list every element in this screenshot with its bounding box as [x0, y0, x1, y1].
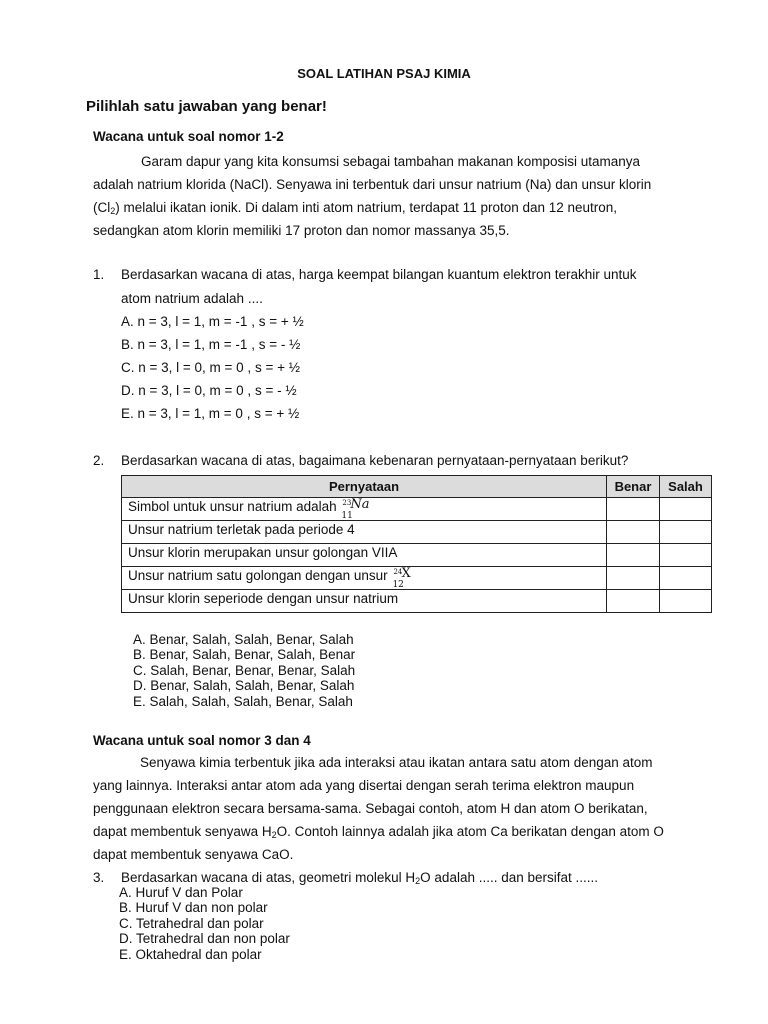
- table-row: [122, 498, 712, 521]
- passage-2-line-3: penggunaan elektron secara bersama-sama. Sebagai contoh, atom H dan atom O berikatan,: [93, 801, 648, 816]
- question-2-option-d[interactable]: D. Benar, Salah, Salah, Benar, Salah: [133, 678, 355, 693]
- question-1-text-cont: atom natrium adalah ....: [121, 291, 263, 306]
- passage-2-line-1: Senyawa kimia terbentuk jika ada interaksi atau ikatan antara satu atom dengan atom: [140, 755, 653, 770]
- question-1-option-c[interactable]: C. n = 3, l = 0, m = 0 , s = + ½: [121, 360, 300, 375]
- passage-1-line-3: $(Cl_2)$ melalui ikatan ionik. Di dalam inti atom natrium, terdapat 11 proton dan 12 neutron,: [93, 200, 618, 216]
- salah-cell[interactable]: [660, 521, 712, 544]
- question-2-option-c[interactable]: C. Salah, Benar, Benar, Benar, Salah: [133, 663, 356, 678]
- isotope-x: 24 12 X: [392, 566, 411, 590]
- passage-1-line-2: adalah natrium klorida (NaCl). Senyawa ini terbentuk dari unsur natrium (Na) dan unsur klorin: [93, 177, 652, 192]
- question-3-text: Berdasarkan wacana di atas, geometri molekul $H_2O$ adalah ..... dan bersifat ......: [121, 870, 599, 886]
- table-row: [122, 521, 712, 544]
- question-1-option-a[interactable]: A. n = 3, l = 1, m = -1 , s = + ½: [121, 314, 304, 329]
- question-2-option-e[interactable]: E. Salah, Salah, Salah, Benar, Salah: [133, 694, 353, 709]
- statement-cell: Unsur klorin merupakan unsur golongan VIIA: [122, 544, 607, 567]
- salah-cell[interactable]: [660, 544, 712, 567]
- statement-cell: Unsur natrium terletak pada periode 4: [122, 521, 607, 544]
- question-3-option-a[interactable]: A. Huruf V dan Polar: [119, 885, 243, 900]
- statement-cell: Simbol untuk unsur natrium adalah 23 11 Na: [122, 498, 607, 521]
- question-1-option-b[interactable]: B. n = 3, l = 1, m = -1 , s = - ½: [121, 337, 301, 352]
- benar-cell[interactable]: [607, 521, 660, 544]
- statement-table-header: [122, 476, 712, 498]
- statement-cell: Unsur klorin seperiode dengan unsur natrium: [122, 590, 607, 613]
- passage-heading-3-4: Wacana untuk soal nomor 3 dan 4: [93, 733, 311, 748]
- salah-cell[interactable]: [660, 567, 712, 590]
- question-1-number: 1.: [93, 267, 105, 282]
- salah-cell[interactable]: [660, 590, 712, 613]
- instruction-heading: Pilihlah satu jawaban yang benar!: [86, 98, 327, 115]
- table-row: [122, 567, 712, 590]
- question-2-option-a[interactable]: A. Benar, Salah, Salah, Benar, Salah: [133, 632, 354, 647]
- question-3-option-e[interactable]: E. Oktahedral dan polar: [119, 947, 262, 962]
- benar-cell[interactable]: [607, 498, 660, 521]
- question-1-option-d[interactable]: D. n = 3, l = 0, m = 0 , s = - ½: [121, 383, 297, 398]
- passage-2-line-2: yang lainnya. Interaksi antar atom ada yang disertai dengan serah terima elektron maupun: [93, 778, 635, 793]
- question-1-option-e[interactable]: E. n = 3, l = 1, m = 0 , s = + ½: [121, 406, 300, 421]
- passage-1-line-4: sedangkan atom klorin memiliki 17 proton dan nomor massanya 35,5.: [93, 223, 510, 238]
- question-2-text: Berdasarkan wacana di atas, bagaimana kebenaran pernyataan-pernyataan berikut?: [121, 453, 629, 468]
- question-3-number: 3.: [93, 870, 105, 885]
- statement-table: [121, 475, 712, 613]
- passage-1-line-1: Garam dapur yang kita konsumsi sebagai tambahan makanan komposisi utamanya: [141, 154, 641, 169]
- table-row: [122, 590, 712, 613]
- question-2-number: 2.: [93, 453, 105, 468]
- statement-cell: Unsur natrium satu golongan dengan unsur 24 12 X: [122, 567, 607, 590]
- table-row: [122, 544, 712, 567]
- question-2-option-b[interactable]: B. Benar, Salah, Benar, Salah, Benar: [133, 647, 356, 662]
- isotope-na: 23 11 Na: [341, 497, 370, 521]
- passage-2-line-5: dapat membentuk senyawa CaO.: [93, 847, 294, 862]
- document-title: SOAL LATIHAN PSAJ KIMIA: [297, 66, 471, 81]
- question-1-text: Berdasarkan wacana di atas, harga keempat bilangan kuantum elektron terakhir untuk: [121, 267, 637, 282]
- passage-heading-1-2: Wacana untuk soal nomor 1-2: [93, 129, 284, 144]
- benar-cell[interactable]: [607, 544, 660, 567]
- passage-2-line-4: dapat membentuk senyawa $H_2O$. Contoh lainnya adalah jika atom Ca berikatan dengan atom O: [93, 824, 664, 840]
- header-benar: Benar: [607, 476, 660, 498]
- question-3-option-d[interactable]: D. Tetrahedral dan non polar: [119, 931, 290, 946]
- salah-cell[interactable]: [660, 498, 712, 521]
- cl2-formula: $(Cl_2)$: [93, 200, 120, 216]
- benar-cell[interactable]: [607, 590, 660, 613]
- question-3-option-c[interactable]: C. Tetrahedral dan polar: [119, 916, 264, 931]
- question-3-option-b[interactable]: B. Huruf V dan non polar: [119, 900, 268, 915]
- header-pernyataan: Pernyataan: [122, 476, 607, 498]
- header-salah: Salah: [660, 476, 712, 498]
- benar-cell[interactable]: [607, 567, 660, 590]
